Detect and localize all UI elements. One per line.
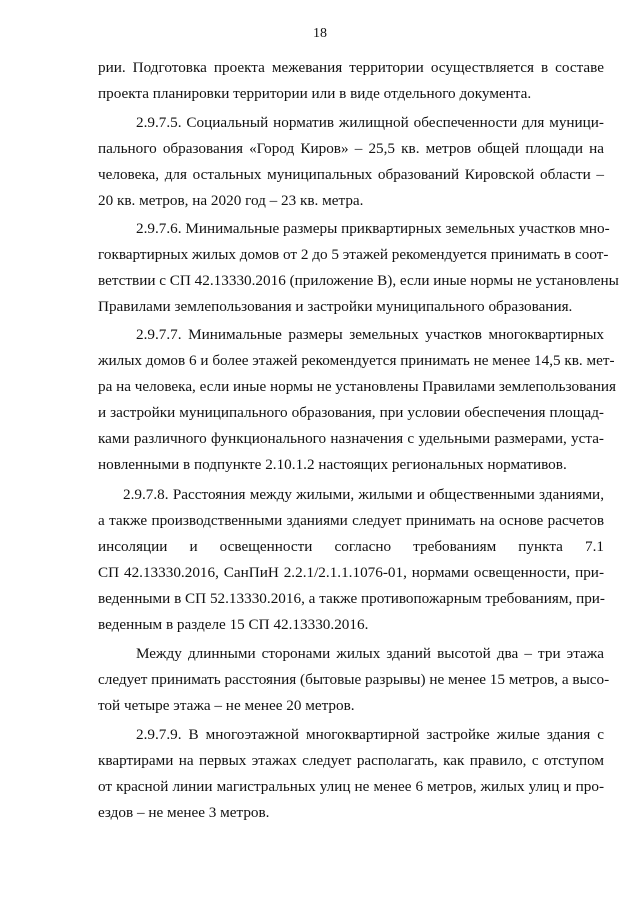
text-line: веденным в разделе 15 СП 42.13330.2016. (98, 616, 369, 633)
text-line: а также производственными зданиями следует принимать на основе расчетов (98, 512, 604, 529)
text-line: 20 кв. метров, на 2020 год – 23 кв. метра. (98, 192, 364, 209)
text-line: следует принимать расстояния (бытовые разрывы) не менее 15 метров, а высо- (98, 671, 610, 688)
text-line: ездов – не менее 3 метров. (98, 804, 270, 821)
text-line: той четыре этажа – не менее 20 метров. (98, 697, 355, 714)
text-line: Правилами землепользования и застройки муниципального образования. (98, 298, 573, 315)
text-line: рии. Подготовка проекта межевания территории осуществляется в составе (98, 59, 604, 76)
text-line: 2.9.7.6. Минимальные размеры приквартирных земельных участков мно- (136, 220, 610, 237)
text-line: 2.9.7.7. Минимальные размеры земельных участков многоквартирных (136, 326, 604, 343)
text-line: новленными в подпункте 2.10.1.2 настоящих региональных нормативов. (98, 456, 567, 473)
text-line: жилых домов 6 и более этажей рекомендуется принимать не менее 14,5 кв. мет- (98, 352, 615, 369)
text-line: и застройки муниципального образования, при условии обеспечения площад- (98, 404, 604, 421)
text-line: Между длинными сторонами жилых зданий высотой два – три этажа (136, 645, 604, 662)
text-line: ра на человека, если иные нормы не установлены Правилами землепользования (98, 378, 617, 395)
text-line: 2.9.7.8. Расстояния между жилыми, жилыми и общественными зданиями, (123, 486, 604, 503)
text-line: пального образования «Город Киров» – 25,5 кв. метров общей площади на (98, 140, 604, 157)
text-line: человека, для остальных муниципальных образований Кировской области – (98, 166, 604, 183)
text-line: ками различного функционального назначения с удельными размерами, уста- (98, 430, 604, 447)
text-line: веденными в СП 52.13330.2016, а также противопожарным требованиям, при- (98, 590, 605, 607)
text-line: 2.9.7.5. Социальный норматив жилищной обеспеченности для муници- (136, 114, 604, 131)
text-line: СП 42.13330.2016, СанПиН 2.2.1/2.1.1.1076-01, нормами освещенности, при- (98, 564, 604, 581)
text-line: 2.9.7.9. В многоэтажной многоквартирной застройке жилые здания с (136, 726, 604, 743)
text-line: от красной линии магистральных улиц не менее 6 метров, жилых улиц и про- (98, 778, 604, 795)
page-number: 18 (313, 26, 327, 41)
text-line: ветствии с СП 42.13330.2016 (приложение В), если иные нормы не установлены (98, 272, 619, 289)
text-line: инсоляции и освещенности согласно требованиям пункта 7.1 (98, 538, 604, 555)
text-line: гоквартирных жилых домов от 2 до 5 этажей рекомендуется принимать в соот- (98, 246, 609, 263)
text-line: проекта планировки территории или в виде отдельного документа. (98, 85, 532, 102)
text-line: квартирами на первых этажах следует располагать, как правило, с отступом (98, 752, 604, 769)
